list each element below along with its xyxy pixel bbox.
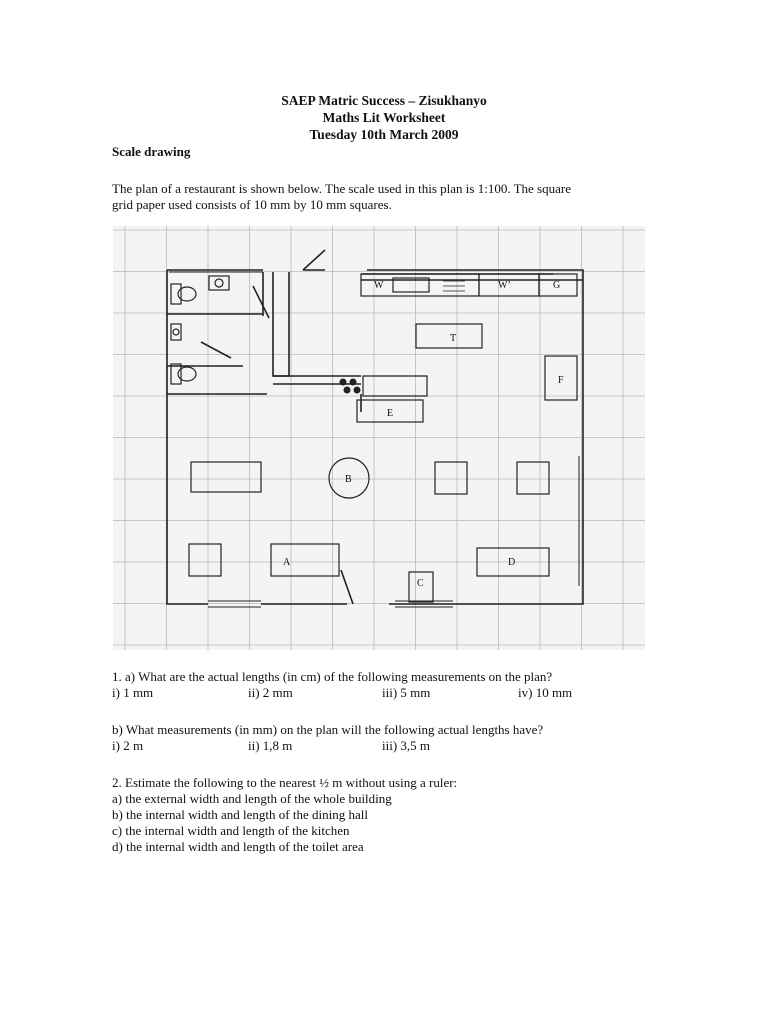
label-c: C [417, 578, 424, 589]
label-b: B [345, 474, 352, 485]
section-title: Scale drawing [112, 144, 191, 159]
label-e: E [387, 408, 394, 419]
intro-line-1: The plan of a restaurant is shown below. The scale used in this plan is 1:100. The square [112, 181, 571, 196]
label-d: D [508, 557, 516, 568]
label-w: W [374, 280, 384, 291]
label-f: F [558, 375, 564, 386]
label-g: G [553, 280, 561, 291]
q2-item: d) the internal width and length of the toilet area [112, 839, 364, 854]
q2-item: b) the internal width and length of the dining hall [112, 807, 368, 822]
question-1b: b) What measurements (in mm) on the plan will the following actual lengths have? [112, 722, 544, 737]
q1a-item: i) 1 mm [112, 685, 154, 700]
question-1a: 1. a) What are the actual lengths (in cm) of the following measurements on the plan? [112, 669, 553, 684]
worksheet-title-line-1: SAEP Matric Success – Zisukhanyo [281, 93, 487, 108]
q1b-item: iii) 3,5 m [382, 738, 431, 753]
q1b-item: i) 2 m [112, 738, 144, 753]
q2-item: c) the internal width and length of the kitchen [112, 823, 350, 838]
restaurant-floor-plan [113, 226, 645, 650]
worksheet-title-line-2: Maths Lit Worksheet [322, 110, 446, 125]
intro-line-2: grid paper used consists of 10 mm by 10 mm squares. [112, 197, 392, 212]
label-w-prime: W’ [498, 280, 511, 291]
question-2: 2. Estimate the following to the nearest ½ m without using a ruler: [112, 775, 458, 790]
label-t: T [450, 333, 457, 344]
q1a-item: ii) 2 mm [248, 685, 293, 700]
label-a: A [283, 557, 291, 568]
q1a-item: iv) 10 mm [518, 685, 573, 700]
q1b-item: ii) 1,8 m [248, 738, 293, 753]
q2-item: a) the external width and length of the whole building [112, 791, 392, 806]
worksheet-date: Tuesday 10th March 2009 [309, 127, 459, 142]
q1a-item: iii) 5 mm [382, 685, 431, 700]
